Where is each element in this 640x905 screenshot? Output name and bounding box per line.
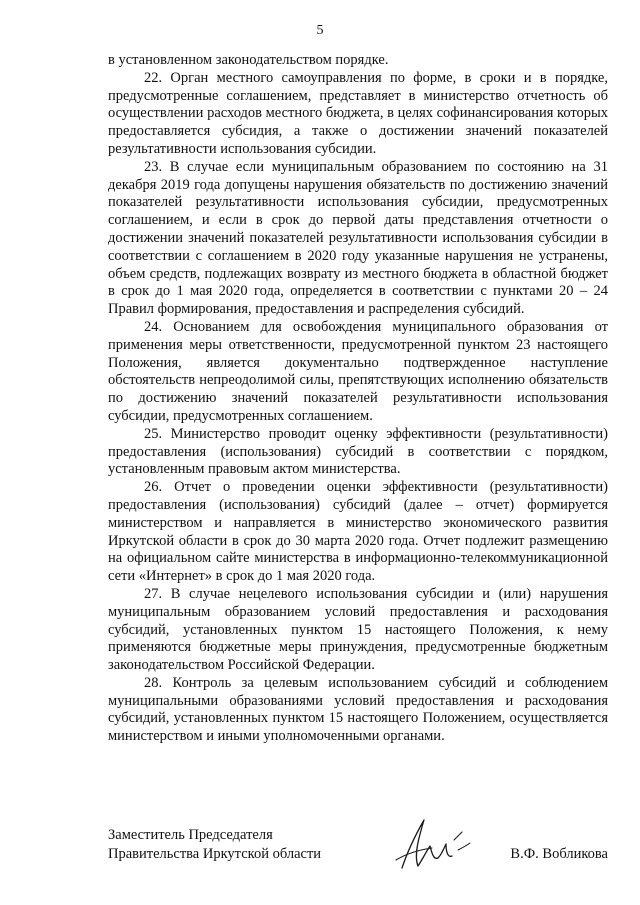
paragraph-25: 25. Министерство проводит оценку эффективности (результативности) предоставления (использования) субсидий в соответствии с порядком, установленным правовым актом министерства. — [108, 425, 608, 478]
paragraph-28: 28. Контроль за целевым использованием субсидий и соблюдением муниципальными образованиями условий предоставления и расходования субсидий, установленных пунктом 15 настоящего Положением, осуществляется министерством и иными уполномоченными органами. — [108, 674, 608, 745]
document-body — [108, 52, 608, 746]
paragraph-24: 24. Основанием для освобождения муниципального образования от применения меры ответственности, предусмотренной пунктом 23 настоящего Положения, является документально подтвержденное наступление обстоятельств непреодолимой силы, препятствующих исполнению обязательств по достижению значений показателей результативности использования субсидии, предусмотренных соглашением. — [108, 318, 608, 424]
paragraph-22: 22. Орган местного самоуправления по форме, в сроки и в порядке, предусмотренные соглашением, представляет в министерство отчетность об осуществлении расходов местного бюджета, в целях софинансирования которых предоставляется субсидия, а также о достижении значений показателей результативности использования субсидии. — [108, 69, 609, 157]
signer-name: В.Ф. Вобликова — [510, 846, 608, 862]
paragraph-26: 26. Отчет о проведении оценки эффективности (результативности) предоставления (использования) субсидий (далее – отчет) формируется министерством и направляется в министерство экономического развития Иркутской области в срок до 30 марта 2020 года. Отчет подлежит размещению на официальном сайте министерства в информационно-телекоммуникационной сети «Интернет» в срок до 1 мая 2020 года. — [108, 479, 608, 585]
handwritten-signature-image — [388, 810, 478, 880]
signer-title-line-1: Заместитель Председателя — [108, 827, 273, 843]
paragraph-continuation: в установленном законодательством порядке. — [108, 52, 389, 68]
paragraph-23: 23. В случае если муниципальным образованием по состоянию на 31 декабря 2019 года допущены нарушения обязательств по достижению значений показателей результативности использования субсидии, предусмотренных соглашением, и если в срок до первой даты представления отчетности о достижении значений показателей результативности использования субсидии в соответствии с соглашением в 2020 году указанные нарушения не устранены, объем средств, подлежащих возврату из местного бюджета в областной бюджет в срок до 1 мая 2020 года, определяется в соответствии с пунктами 20 – 24 Правил формирования, предоставления и распределения субсидий. — [108, 158, 608, 318]
signature-block — [108, 826, 608, 886]
signer-title-line-2: Правительства Иркутской области — [108, 846, 322, 862]
paragraph-27: 27. В случае нецелевого использования субсидии и (или) нарушения муниципальным образованием условий предоставления и расходования субсидий, установленных пунктом 15 настоящего Положения, к нему применяются бюджетные меры принуждения, предусмотренные бюджетным законодательством Российской Федерации. — [108, 585, 608, 674]
page-number: 5 — [316, 23, 324, 38]
